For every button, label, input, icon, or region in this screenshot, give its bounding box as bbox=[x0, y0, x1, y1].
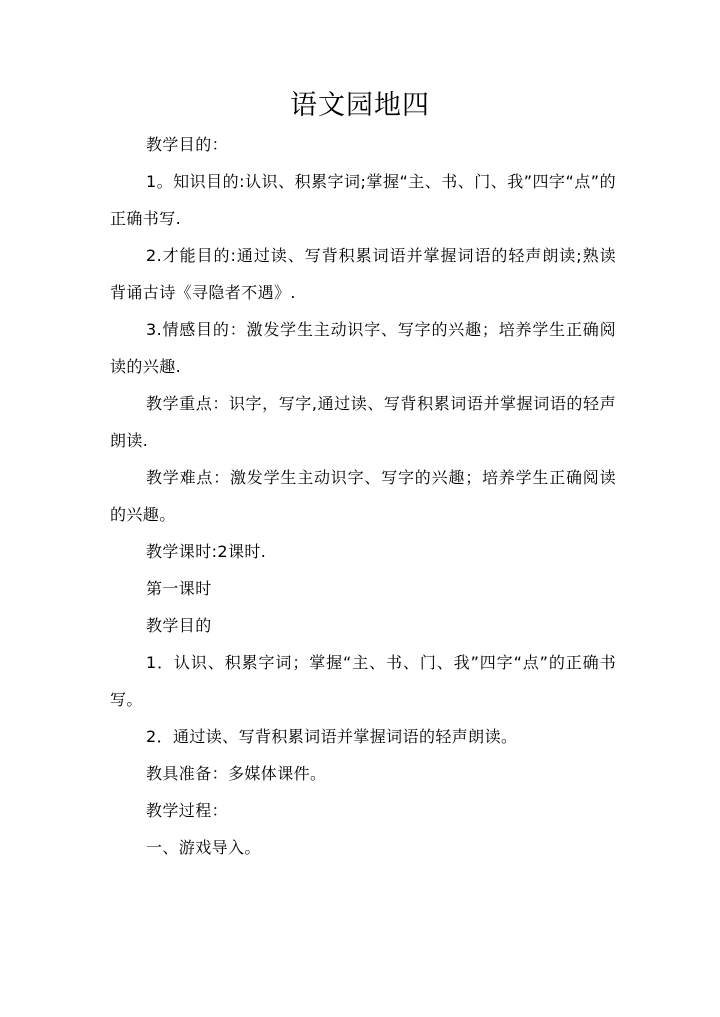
paragraph-teaching-aids: 教具准备：多媒体课件。 bbox=[146, 764, 327, 783]
paragraph-first-lesson: 第一课时 bbox=[146, 579, 212, 598]
document-body bbox=[110, 126, 616, 866]
document-title: 语文园地四 bbox=[290, 90, 430, 121]
paragraph-difficulties: 教学难点：激发学生主动识字、写字的兴趣；培养学生正确阅读的兴趣。 bbox=[110, 468, 616, 524]
paragraph-teaching-process: 教学过程： bbox=[146, 801, 229, 820]
paragraph-lesson-goal-2: 2．通过读、写背积累词语并掌握词语的轻声朗读。 bbox=[146, 727, 518, 746]
paragraph-knowledge-goal: 1。知识目的:认识、积累字词;掌握“主、书、门、我”四字“点”的正确书写. bbox=[110, 172, 616, 228]
paragraph-class-hours: 教学课时:2课时. bbox=[146, 542, 267, 561]
paragraph-ability-goal: 2.才能目的:通过读、写背积累词语并掌握词语的轻声朗读;熟读背诵古诗《寻隐者不遇》. bbox=[110, 246, 616, 302]
paragraph-key-points: 教学重点：识字，写字,通过读、写背积累词语并掌握词语的轻声朗读. bbox=[110, 394, 616, 450]
paragraph-emotion-goal: 3.情感目的：激发学生主动识字、写字的兴趣；培养学生正确阅读的兴趣. bbox=[110, 320, 616, 376]
paragraph-teaching-goals-heading: 教学目的： bbox=[146, 135, 229, 154]
paragraph-game-intro: 一、游戏导入。 bbox=[146, 838, 261, 857]
paragraph-lesson-goals-heading: 教学目的 bbox=[146, 616, 212, 635]
paragraph-lesson-goal-1: 1．认识、积累字词；掌握“主、书、门、我”四字“点”的正确书写。 bbox=[110, 653, 616, 709]
